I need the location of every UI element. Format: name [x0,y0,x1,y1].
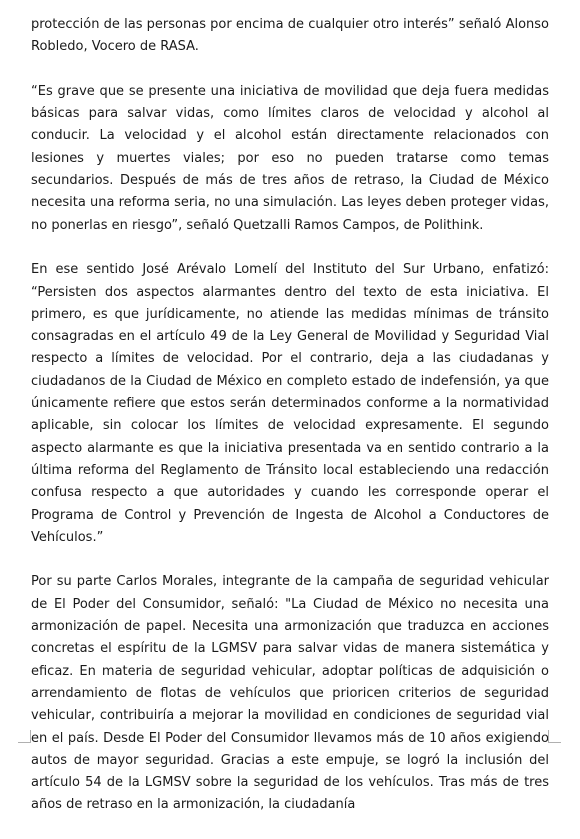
paragraph-arevalo-quote: En ese sentido José Arévalo Lomelí del Instituto del Sur Urbano, enfatizó: “Persisten dos aspectos alarmantes dentro del texto de esta iniciativa. El primero, es que jurídicamente, no atiende las medidas mínimas de tránsito consagradas en el artículo 49 de la Ley General de Movilidad y Seguridad Vial respecto a límites de velocidad. Por el contrario, deja a las ciudadanas y ciudadanos de la Ciudad de México en completo estado de indefensión, ya que únicamente refiere que estos serán determinados conforme a la normatividad aplicable, sin colocar los límites de velocidad expresamente. El segundo aspecto alarmante es que la iniciativa presentada va en sentido contrario a la última reforma del Reglamento de Tránsito local estableciendo una redacción confusa respecto a que autoridades y cuando les corresponde operar el Programa de Control y Prevención de Ingesta de Alcohol a Conductores de Vehículos.” [31,262,549,545]
paragraph-morales-quote: Por su parte Carlos Morales, integrante de la campaña de seguridad vehicular de El Poder del Consumidor, señaló: "La Ciudad de México no necesita una armonización de papel. Necesita una armonización que traduzca en acciones concretas el espíritu de la LGMSV para salvar vidas de manera sistemática y eficaz. En materia de seguridad vehicular, adoptar políticas de adquisición o arrendamiento de flotas de vehículos que prioricen criterios de seguridad vehicular, contribuiría a mejorar la movilidad en condiciones de seguridad vial en el país. Desde El Poder del Consumidor llevamos más de 10 años exigiendo autos de mayor seguridad. Gracias a este empuje, se logró la inclusión del artículo 54 de la LGMSV sobre la seguridad de los vehículos. Tras más de tres años de retraso en la armonización, la ciudadanía [31,574,549,813]
paragraph-ramos-quote: “Es grave que se presente una iniciativa de movilidad que deja fuera medidas básicas para salvar vidas, como límites claros de velocidad y alcohol al conducir. La velocidad y el alcohol están directamente relacionados con lesiones y muertes viales; por eso no pueden tratarse como temas secundarios. Después de más de tres años de retraso, la Ciudad de México necesita una reforma seria, no una simulación. Las leyes deben proteger vidas, no ponerlas en riesgo”, señaló Quetzalli Ramos Campos, de Polithink. [31,83,549,233]
page-corner-marker-bottom-left [18,730,31,743]
page-corner-marker-bottom-right [548,730,561,743]
document-body [31,14,549,839]
paragraph-robledo-quote-end: protección de las personas por encima de cualquier otro interés” señaló Alonso Robledo, Vocero de RASA. [31,17,549,55]
